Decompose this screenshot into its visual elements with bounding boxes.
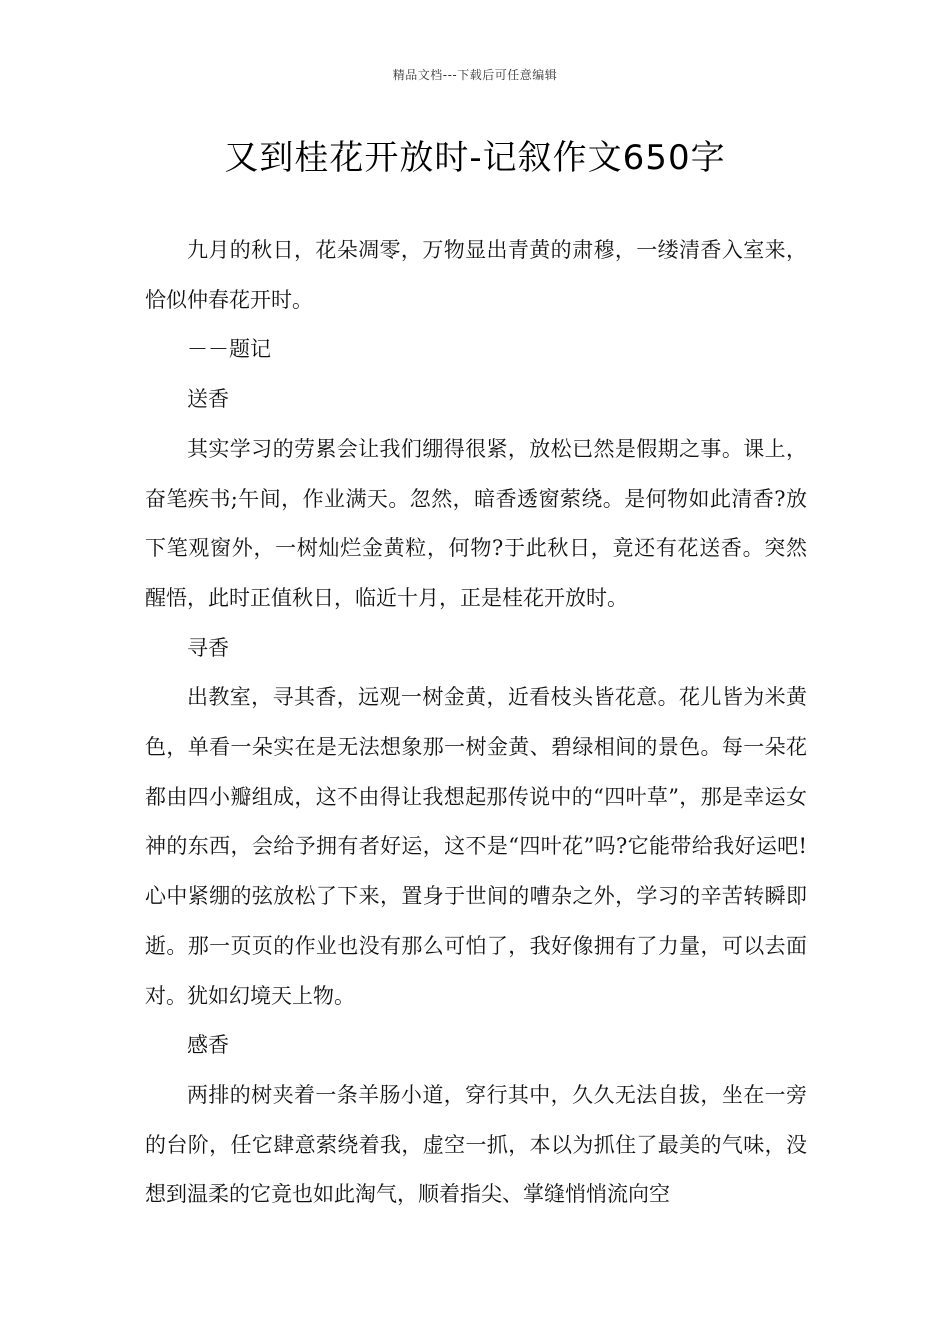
paragraph-feel-fragrance: 两排的树夹着一条羊肠小道，穿行其中，久久无法自拔，坐在一旁的台阶，任它肆意萦绕着我，虚空一抓，本以为抓住了最美的气味，没想到温柔的它竟也如此淘气，顺着指尖、掌缝悄悄流向空: [145, 1082, 807, 1207]
header-note: 精品文档---下载后可任意编辑: [392, 68, 558, 82]
document-title: 又到桂花开放时-记叙作文650字: [224, 138, 726, 178]
section-heading-send-fragrance: 送香: [187, 387, 229, 412]
paragraph-seek-fragrance: 出教室，寻其香，远观一树金黄，近看枝头皆花意。花儿皆为米黄色，单看一朵实在是无法想象那一树金黄、碧绿相间的景色。每一朵花都由四小瓣组成，这不由得让我想起那传说中的“四叶草”，那是幸运女神的东西，会给予拥有者好运，这不是“四叶花”吗?它能带给我好运吧!心中紧绷的弦放松了下来，置身于世间的嘈杂之外，学习的辛苦转瞬即逝。那一页页的作业也没有那么可怕了，我好像拥有了力量，可以去面对。犹如幻境天上物。: [145, 685, 807, 1008]
paragraph-send-fragrance: 其实学习的劳累会让我们绷得很紧，放松已然是假期之事。课上，奋笔疾书;午间，作业满天。忽然，暗香透窗萦绕。是何物如此清香?放下笔观窗外，一树灿烂金黄粒，何物?于此秋日，竟还有花送香。突然醒悟，此时正值秋日，临近十月，正是桂花开放时。: [145, 436, 807, 610]
document-body: [145, 226, 807, 1220]
section-heading-feel-fragrance: 感香: [187, 1033, 229, 1058]
paragraph-intro: 九月的秋日，花朵凋零，万物显出青黄的肃穆，一缕清香入室来，恰似仲春花开时。: [145, 238, 807, 312]
paragraph-epigraph-attribution: －－题记: [187, 337, 271, 362]
section-heading-seek-fragrance: 寻香: [187, 635, 229, 660]
